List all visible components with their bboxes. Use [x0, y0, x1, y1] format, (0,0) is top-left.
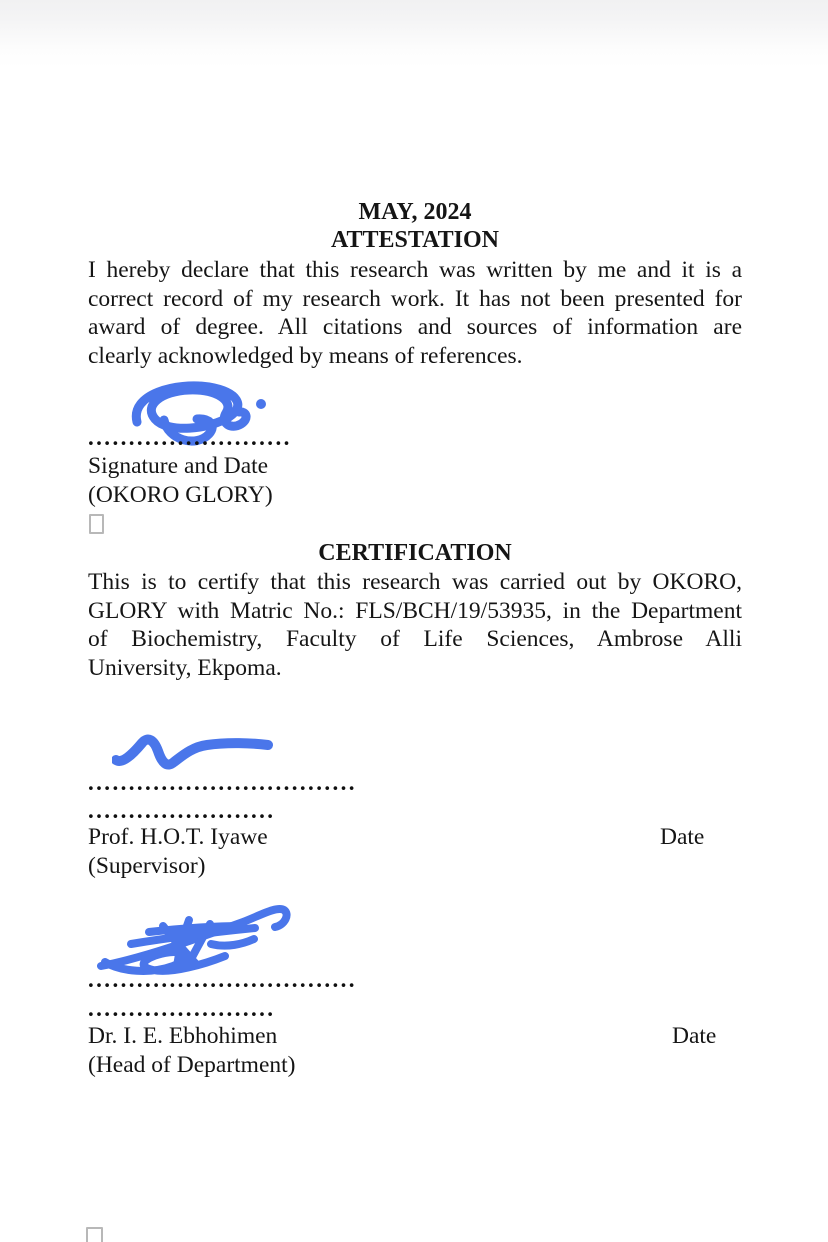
hod-dotted-line-long: .................................: [88, 967, 357, 992]
supervisor-dotted-line-long: .................................: [88, 770, 357, 795]
attestation-line: clearly acknowledged by means of references.: [88, 342, 523, 369]
student-signature-label: Signature and Date: [88, 453, 269, 479]
supervisor-role: (Supervisor): [88, 853, 206, 879]
signature-ink-dot: [256, 399, 266, 409]
supervisor-date-label: Date: [660, 824, 705, 850]
certification-line: University, Ekpoma.: [88, 654, 282, 681]
attestation-line: I hereby declare that this research was written by me and it is a: [88, 257, 742, 283]
attestation-paragraph: [88, 256, 742, 370]
missing-glyph-box: [89, 514, 104, 534]
certification-heading: CERTIFICATION: [318, 540, 512, 566]
hod-dotted-line-short: .......................: [88, 996, 276, 1021]
hod-role: (Head of Department): [88, 1052, 296, 1078]
supervisor-name: Prof. H.O.T. Iyawe: [88, 824, 268, 850]
certification-line: of Biochemistry, Faculty of Life Sciences, Ambrose Alli: [88, 626, 742, 652]
attestation-line: award of degree. All citations and sources of information are: [88, 314, 742, 340]
certification-line: This is to certify that this research was carried out by OKORO,: [88, 569, 742, 595]
hod-date-label: Date: [672, 1023, 717, 1049]
top-shadow-gradient: [0, 0, 828, 68]
attestation-line: correct record of my research work. It has not been presented for: [88, 285, 742, 312]
supervisor-dotted-line-short: .......................: [88, 798, 276, 823]
signature-stroke: [136, 386, 246, 428]
missing-glyph-box: [86, 1227, 103, 1242]
student-dotted-line: .........................: [88, 425, 292, 450]
attestation-heading: ATTESTATION: [330, 227, 500, 253]
signature-stroke: [116, 740, 268, 765]
certification-paragraph: [88, 568, 742, 682]
hod-name: Dr. I. E. Ebhohimen: [88, 1023, 278, 1049]
date-heading: MAY, 2024: [358, 199, 472, 225]
student-name: (OKORO GLORY): [88, 482, 273, 508]
signature-stroke: [211, 939, 254, 946]
certification-line: GLORY with Matric No.: FLS/BCH/19/53935, in the Department: [88, 597, 742, 624]
